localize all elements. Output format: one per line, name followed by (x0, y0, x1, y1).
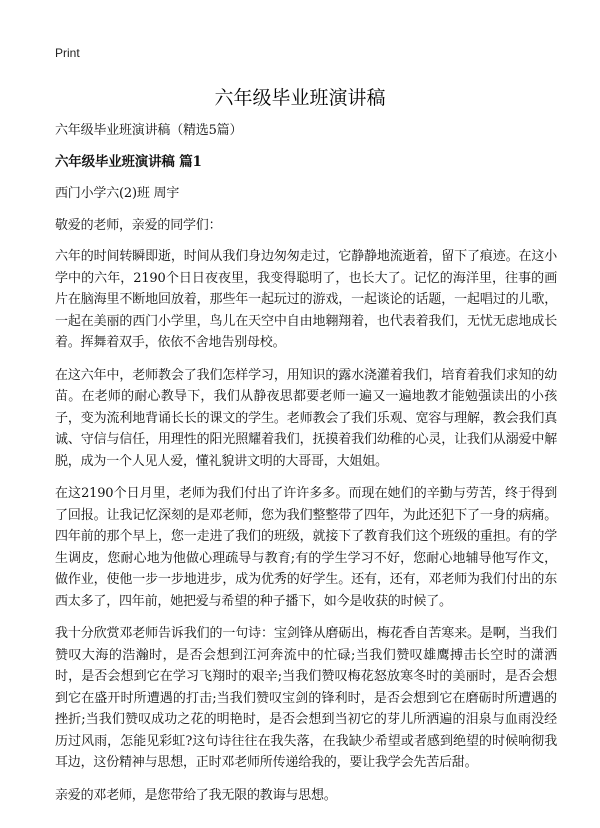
paragraph-3: 在这2190个日月里，老师为我们付出了许许多多。而现在她们的辛勤与劳苦，终于得到了回报。让我记忆深刻的是邓老师，您为我们整整带了四年，为此还犯下了一身的病痛。四年前的那个早上，您一走进了我们的班级，就接下了教育我们这个班级的重担。有的学生调皮，您耐心地为他做心理疏导与教育;有的学生学习不好，您耐心地辅导他写作文，做作业，使他一步一步地进步，成为优秀的好学生。还有，还有，邓老师为我们付出的东西太多了，四年前，她把爱与希望的种子播下，如今是收获的时候了。 (55, 486, 557, 609)
document-subtitle: 六年级毕业班演讲稿（精选5篇） (55, 123, 243, 138)
document-body (55, 120, 557, 817)
paragraph-2: 在这六年中，老师教会了我们怎样学习，用知识的露水浇灌着我们，培育着我们求知的幼苗。在老师的耐心教导下，我们从静夜思都要老师一遍又一遍地教才能勉强读出的小孩子，变为流利地背诵长长的课文的学生。老师教会了我们乐观、宽容与理解，教会我们真诚、守信与信任，用理性的阳光照耀着我们，抚摸着我们幼稚的心灵，让我们从溺爱中解脱，成为一个人见人爱，懂礼貌讲文明的大哥哥，大姐姐。 (55, 367, 557, 469)
section-heading: 六年级毕业班演讲稿 篇1 (55, 153, 202, 170)
author-line: 西门小学六(2)班 周宇 (55, 186, 180, 201)
print-label: Print (55, 46, 80, 60)
document-title: 六年级毕业班演讲稿 (214, 87, 386, 109)
paragraph-5: 亲爱的邓老师，是您带给了我无限的教诲与思想。 (55, 787, 337, 803)
paragraph-4: 我十分欣赏邓老师告诉我们的一句诗：宝剑锋从磨砺出，梅花香自苦寒来。是啊，当我们赞叹大海的浩瀚时，是否会想到江河奔流中的忙碌;当我们赞叹雄鹰搏击长空时的潇洒时，是否会想到它在学习飞翔时的艰辛;当我们赞叹梅花怒放寒冬时的美丽时，是否会想到它在盛开时所遭遇的打击;当我们赞叹宝剑的锋利时，是否会想到它在磨砺时所遭遇的挫折;当我们赞叹成功之花的明艳时，是否会想到当初它的芽儿所洒遍的泪泉与血雨没经历过风雨，怎能见彩虹?这句诗往往在我失落，在我缺少希望或者感到绝望的时候响彻我耳边，这份精神与思想，正时邓老师所传递给我的，要让我学会先苦后甜。 (55, 626, 557, 770)
greeting: 敬爱的老师，亲爱的同学们： (55, 217, 222, 233)
paragraph-1: 六年的时间转瞬即逝，时间从我们身边匆匆走过，它静静地流逝着，留下了痕迹。在这小学中的六年，2190个日日夜夜里，我变得聪明了，也长大了。记忆的海洋里，往事的画片在脑海里不断地回放着，那些年一起玩过的游戏，一起谈论的话题，一起唱过的儿歌，一起在美丽的西门小学里，鸟儿在天空中自由地翱翔着，也代表着我们，无忧无虑地成长着。挥舞着双手，依依不舍地告别母校。 (55, 249, 557, 350)
